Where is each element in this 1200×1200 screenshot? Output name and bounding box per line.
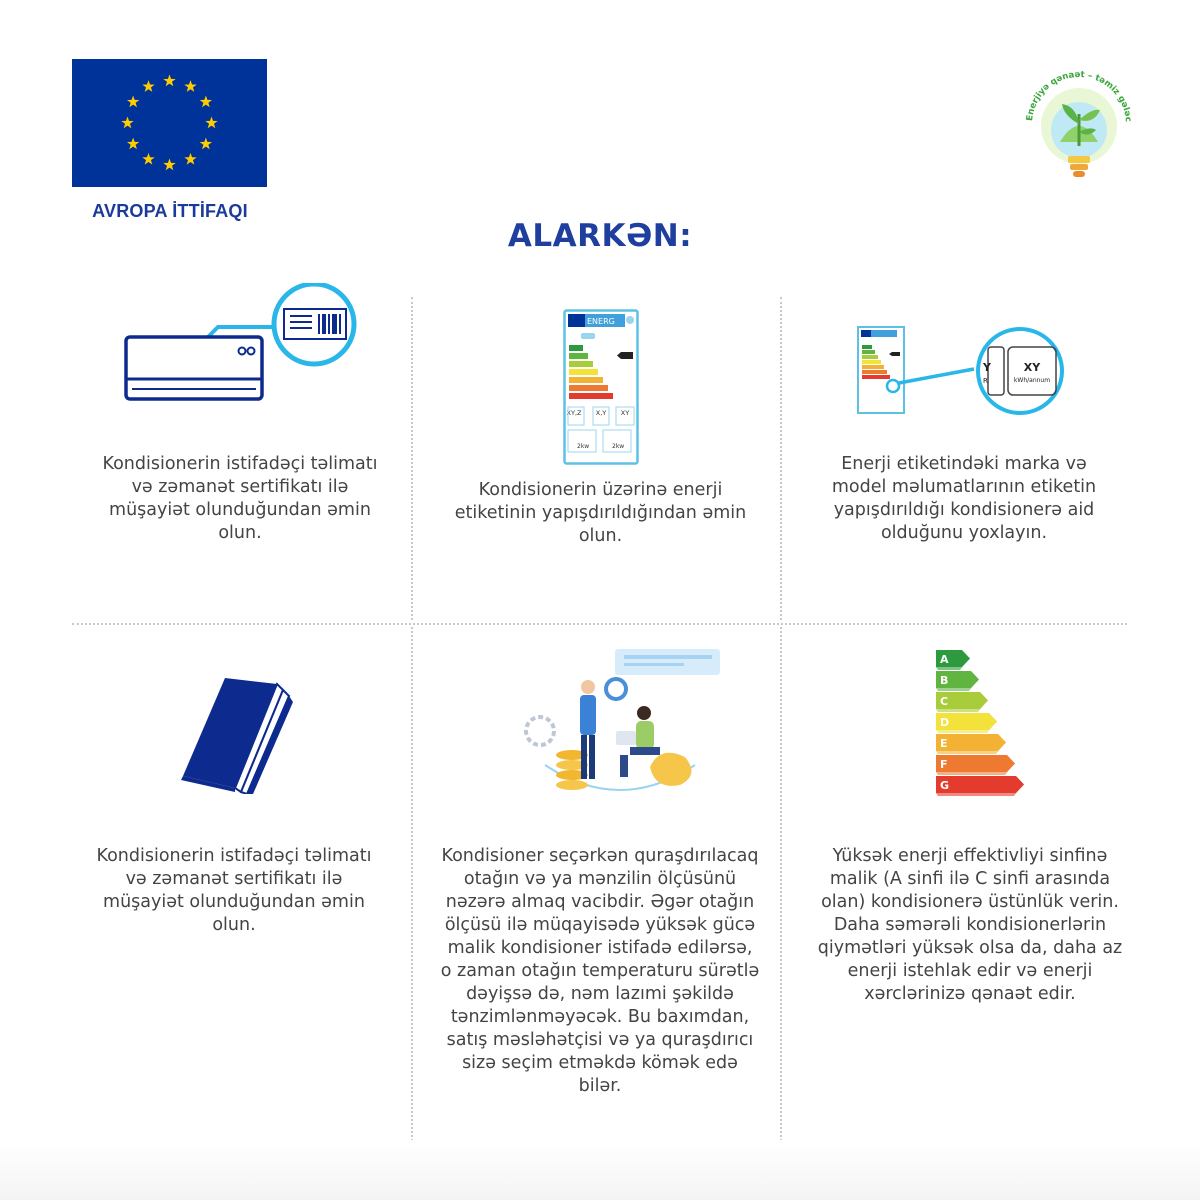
energy-class-bar	[936, 713, 997, 733]
energy-class-letter: E	[940, 737, 948, 750]
energy-class-letter: A	[940, 653, 949, 666]
zoom-right-unit: kWh/annum	[1013, 377, 1051, 384]
manual-book-icon	[175, 676, 295, 794]
tip-5-text: Kondisioner seçərkən quraşdırılacaq otağın və ya mənzilin ölçüsünü nəzərə almaq vacibdir. Əgər otağın ölçüsü ilə müqayisədə yüksək gücə malik kondisioner istifadə edilərsə, o zaman otağın temperaturu sürətlə dəyişsə də, nəm lazımi şəkildə tənzimlənməyəcək. Bu baxımdan, satış məsləhətçisi və ya quraşdırıcı sizə seçim etməkdə kömək edə bilər.	[440, 846, 760, 1096]
energy-class-letter: B	[940, 674, 949, 687]
eu-flag-icon	[72, 59, 267, 187]
energy-label-bar	[569, 385, 608, 391]
energy-class-letter: D	[940, 716, 950, 729]
divider-horizontal	[72, 623, 1127, 625]
logo-ring-text: Enerjiyə qənaət – təmiz gələc	[1025, 69, 1133, 123]
tip-3-text: Enerji etiketindəki marka və model məlumatlarının etiketin yapışdırıldığı kondisionerə aid olduğunu yoxlayın.	[831, 454, 1097, 543]
zoom-right-value: XY	[1023, 361, 1041, 374]
air-conditioner-label-icon	[118, 283, 368, 408]
energy-label-bar	[569, 353, 588, 359]
energy-class-letter: F	[940, 758, 948, 771]
tip-4-text: Kondisionerin istifadəçi təlimatı və zəmanət sertifikatı ilə müşayiət olunduğundan əmin olun.	[96, 846, 372, 935]
consultation-illustration-icon	[520, 645, 725, 805]
campaign-logo	[1020, 62, 1138, 192]
energy-label-icon	[563, 309, 639, 465]
divider-vertical	[411, 627, 413, 1145]
zoom-left-value: Y	[983, 361, 991, 374]
tip-1-text: Kondisionerin istifadəçi təlimatı və zəmanət sertifikatı ilə müşayiət olunduğundan əmin olun.	[102, 454, 378, 543]
eu-star-icon	[163, 159, 175, 171]
energy-class-letter: G	[940, 779, 950, 792]
page-title: ALARKƏN:	[507, 218, 693, 254]
energy-label-bar	[569, 393, 613, 399]
tip-6-text: Yüksək enerji effektivliyi sinfinə malik (A sinfi ilə C sinfi arasında olan) kondisionerə üstünlük verin. Daha səmərəli kondisionerlərin qiymətləri yüksək olsa da, daha az enerji istehlak edir və enerji xərclərinizə qənaət edir.	[817, 846, 1123, 1004]
energy-class-bar	[936, 734, 1006, 754]
eu-star-icon	[184, 153, 196, 165]
eu-star-icon	[200, 96, 212, 108]
energy-label-cell: 2kw	[612, 443, 625, 450]
energy-label-cell: X,Y	[595, 409, 607, 417]
tip-2-text: Kondisionerin üzərinə enerji etiketinin yapışdırıldığından əmin olun.	[454, 480, 747, 546]
energy-label-bar	[569, 377, 603, 383]
divider-vertical	[411, 297, 413, 620]
energy-label-bar	[569, 345, 583, 351]
eu-label: AVROPA İTTİFAQI	[92, 201, 248, 221]
zoom-left-unit: R	[983, 377, 988, 385]
energy-class-letter: C	[940, 695, 949, 708]
energy-class-bar	[936, 650, 970, 670]
eu-star-icon	[200, 138, 212, 150]
energy-label-cell: XY	[620, 409, 630, 417]
eu-star-icon	[142, 80, 154, 92]
eu-star-icon	[184, 80, 196, 92]
bottom-fade	[0, 1140, 1200, 1200]
eu-star-icon	[121, 117, 133, 129]
energy-class-bar	[936, 776, 1024, 796]
eu-star-icon	[163, 75, 175, 87]
divider-vertical	[780, 627, 782, 1145]
energy-label-cell: XY,Z	[566, 409, 582, 417]
energy-class-bar	[936, 692, 988, 712]
energy-label-cell: 2kw	[577, 443, 590, 450]
eu-star-icon	[127, 96, 139, 108]
eu-star-icon	[205, 117, 217, 129]
energy-class-scale-icon	[934, 646, 1034, 808]
divider-vertical	[780, 297, 782, 620]
energy-label-header: ENERG	[587, 317, 615, 326]
eu-star-icon	[142, 153, 154, 165]
energy-label-bar	[569, 369, 598, 375]
energy-class-bar	[936, 755, 1015, 775]
energy-label-bar	[569, 361, 593, 367]
energy-class-bar	[936, 671, 979, 691]
eu-star-icon	[127, 138, 139, 150]
energy-label-zoom-icon	[856, 325, 1066, 417]
